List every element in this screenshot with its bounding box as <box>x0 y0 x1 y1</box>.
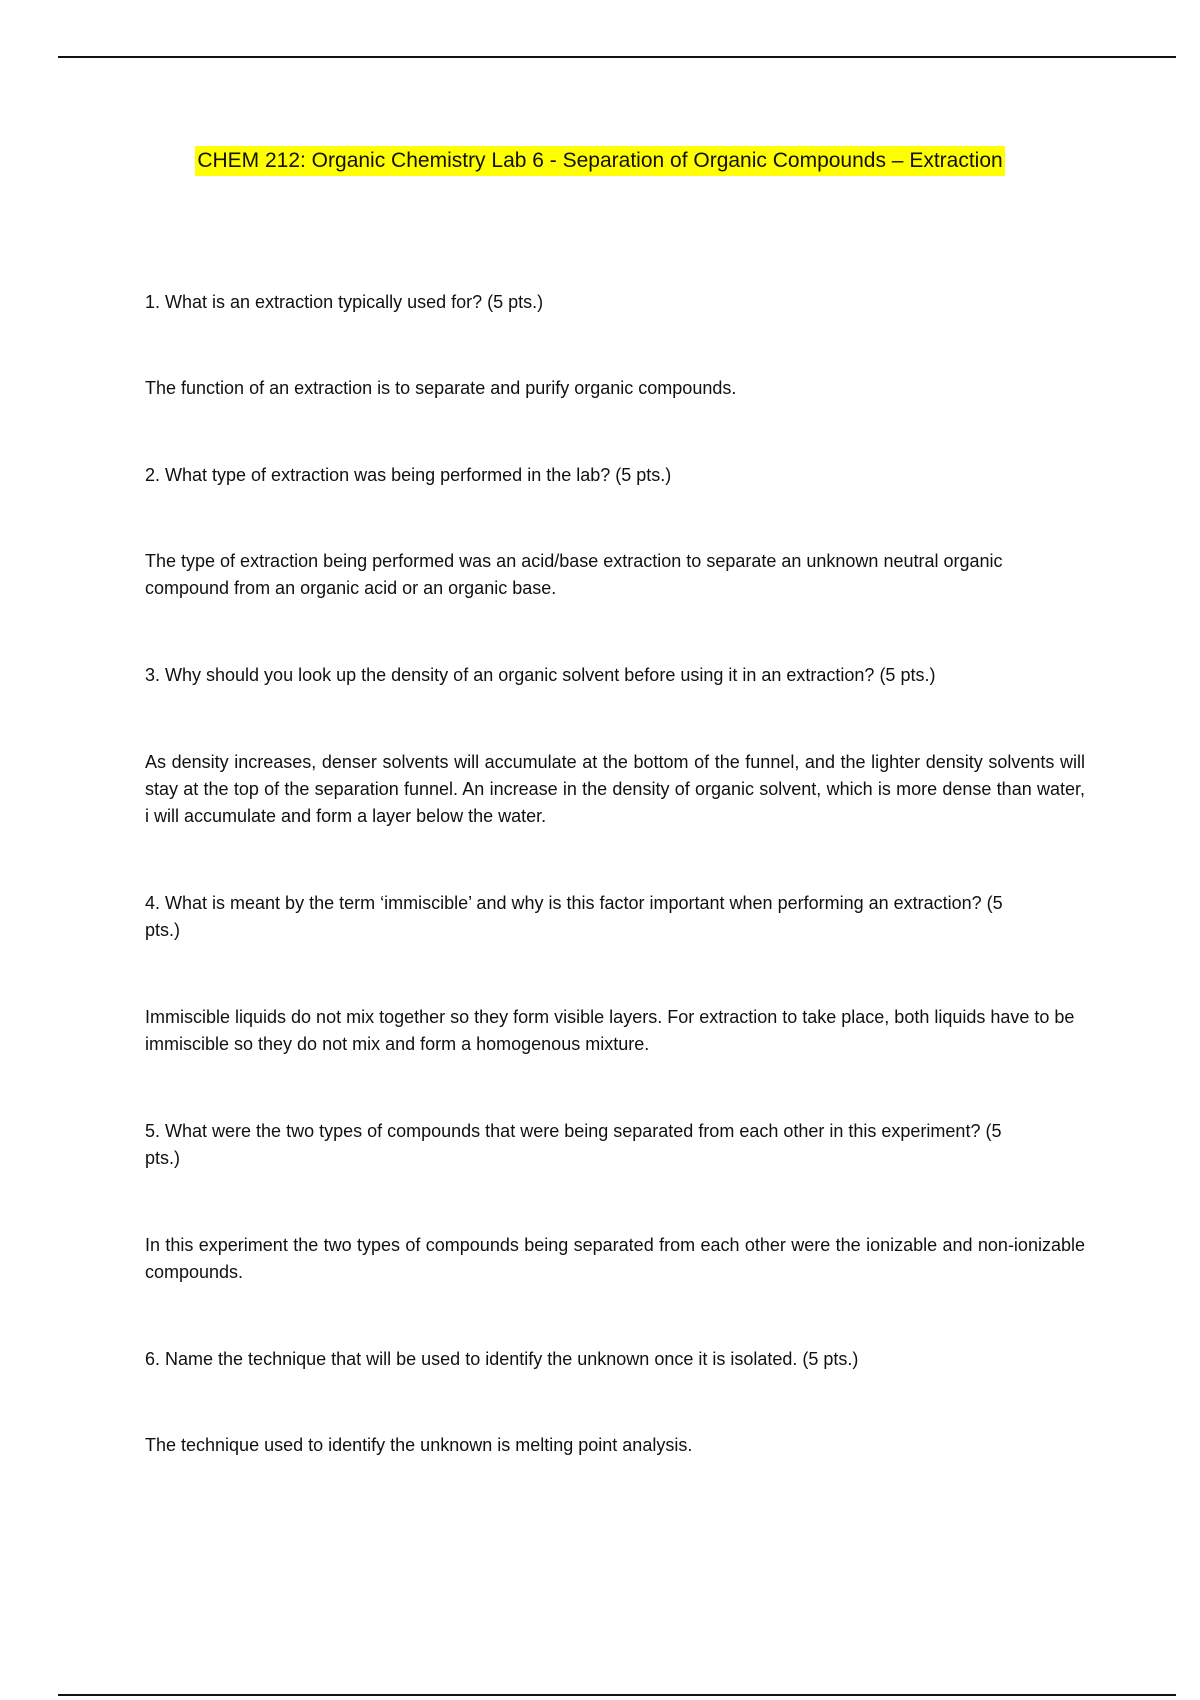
question-3: 3. Why should you look up the density of an organic solvent before using it in an extraction? (5 pts.) <box>145 665 936 685</box>
answer-2: The type of extraction being performed was an acid/base extraction to separate an unknown neutral organic compound from an organic acid or an organic base. <box>145 551 1003 598</box>
answer-5: In this experiment the two types of compounds being separated from each other were the ionizable and non-ionizable compounds. <box>145 1235 1085 1282</box>
document-title: CHEM 212: Organic Chemistry Lab 6 - Separation of Organic Compounds – Extraction <box>195 146 1004 176</box>
title-wrap <box>0 146 1200 176</box>
question-5: 5. What were the two types of compounds that were being separated from each other in this experiment? (5 pts.) <box>145 1121 1002 1168</box>
answer-6: The technique used to identify the unknown is melting point analysis. <box>145 1435 693 1455</box>
top-rule <box>58 56 1176 58</box>
bottom-rule <box>58 1694 1176 1696</box>
answer-3: As density increases, denser solvents will accumulate at the bottom of the funnel, and the lighter density solvents will stay at the top of the separation funnel. An increase in the density of organic solvent, which is more dense than water, i will accumulate and form a layer below the water. <box>145 752 1085 826</box>
answer-1: The function of an extraction is to separate and purify organic compounds. <box>145 378 737 398</box>
question-2: 2. What type of extraction was being performed in the lab? (5 pts.) <box>145 465 672 485</box>
question-6: 6. Name the technique that will be used to identify the unknown once it is isolated. (5 pts.) <box>145 1349 859 1369</box>
question-1: 1. What is an extraction typically used for? (5 pts.) <box>145 292 544 312</box>
answer-4: Immiscible liquids do not mix together so they form visible layers. For extraction to take place, both liquids have to be immiscible so they do not mix and form a homogenous mixture. <box>145 1007 1075 1054</box>
question-4: 4. What is meant by the term ‘immiscible’ and why is this factor important when performing an extraction? (5 pts.) <box>145 893 1003 940</box>
